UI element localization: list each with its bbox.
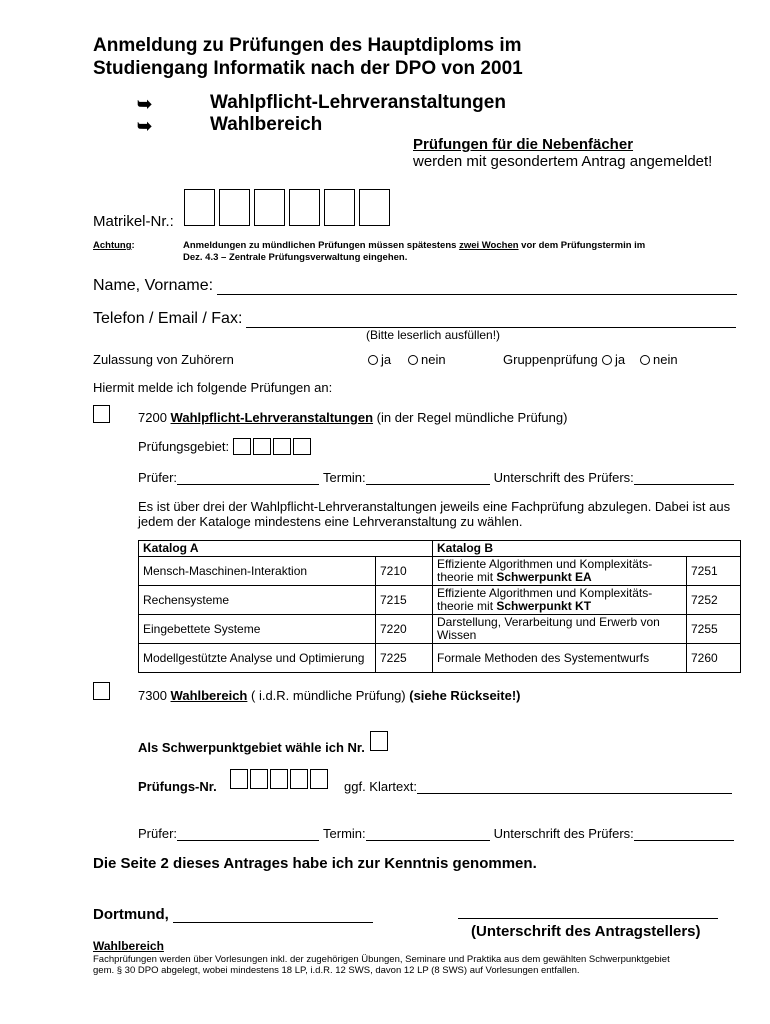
klartext-row: [344, 779, 732, 794]
wahlbereich-footer-text: Fachprüfungen werden über Vorlesungen inkl. der zugehörigen Übungen, Seminare und Praktika aus dem gewählten Schwerpunktgebiet gem. § 30 DPO abgelegt, wobei mindestens 18 LP, i.d.R. 12 SWS, davon 12 LP (8 SWS) auf Vorlesungen entfallen.: [93, 954, 670, 976]
table-row: [139, 557, 741, 586]
gebiet-digit-box[interactable]: [273, 438, 291, 455]
katalog-b-nr: 7251: [687, 557, 741, 586]
table-row: [139, 644, 741, 673]
katalog-table: [138, 540, 741, 673]
katalog-b-nr: 7252: [687, 586, 741, 615]
name-field[interactable]: [217, 281, 737, 295]
katalog-a-name: Rechensysteme: [139, 586, 376, 615]
matrikel-digit-box[interactable]: [184, 189, 215, 226]
pruefer-field[interactable]: [177, 471, 319, 485]
gruppenpruefung-label: Gruppenprüfung: [503, 352, 598, 367]
termin-field[interactable]: [366, 827, 490, 841]
katalog-a-nr: 7210: [376, 557, 433, 586]
gebiet-digit-box[interactable]: [293, 438, 311, 455]
contact-label: Telefon / Email / Fax:: [93, 310, 243, 327]
pruefungsnr-digit-box[interactable]: [290, 769, 308, 789]
section-7200-heading: 7200 Wahlpflicht-Lehrveranstaltungen (in der Regel mündliche Prüfung): [138, 410, 568, 425]
table-row: [139, 586, 741, 615]
klartext-label: ggf. Klartext:: [344, 779, 417, 794]
name-row: [93, 277, 737, 295]
signature-label: (Unterschrift des Antragstellers): [471, 923, 701, 940]
gebiet-digit-box[interactable]: [253, 438, 271, 455]
pruefungsnr-digit-box[interactable]: [230, 769, 248, 789]
pruefungsgebiet-boxes: [233, 438, 311, 455]
pruefungsnr-label: Prüfungs-Nr.: [138, 779, 217, 794]
termin-label: Termin:: [323, 826, 366, 841]
ort-label: Dortmund,: [93, 906, 169, 923]
katalog-a-name: Mensch-Maschinen-Interaktion: [139, 557, 376, 586]
pruefungsgebiet-label: Prüfungsgebiet:: [138, 439, 230, 454]
radio-icon[interactable]: [602, 355, 612, 365]
katalog-b-name: Darstellung, Verarbeitung und Erwerb von Wissen: [433, 615, 687, 644]
table-row: [139, 541, 741, 557]
table-row: [139, 615, 741, 644]
pruefungsnr-digit-box[interactable]: [310, 769, 328, 789]
pruefungsgebiet-row: [138, 438, 311, 455]
gruppen-nein-option[interactable]: nein: [640, 352, 678, 367]
pruefer-label: Prüfer:: [138, 826, 178, 841]
legible-hint: (Bitte leserlich ausfüllen!): [366, 328, 501, 342]
radio-icon[interactable]: [368, 355, 378, 365]
achtung-text: Anmeldungen zu mündlichen Prüfungen müssen spätestens zwei Wochen vor dem Prüfungstermin im Dez. 4.3 – Zentrale Prüfungsverwaltung eingehen.: [183, 240, 646, 263]
arrow-icon: ➥: [137, 94, 153, 114]
section-7300-heading: 7300 Wahlbereich ( i.d.R. mündliche Prüfung) (siehe Rückseite!): [138, 688, 521, 703]
unterschrift-pruefer-label: Unterschrift des Prüfers:: [493, 826, 634, 841]
katalog-a-name: Modellgestützte Analyse und Optimierung: [139, 644, 376, 673]
pruefer-row-7200: [138, 470, 734, 485]
pruefungsnr-digit-box[interactable]: [270, 769, 288, 789]
page-title: [93, 34, 523, 80]
matrikel-digit-box[interactable]: [359, 189, 390, 226]
katalog-b-nr: 7260: [687, 644, 741, 673]
katalog-a-header: Katalog A: [139, 541, 433, 557]
katalog-b-name: Effiziente Algorithmen und Komplexitäts- theorie mit Schwerpunkt KT: [433, 586, 687, 615]
nebenfach-title: Prüfungen für die Nebenfächer: [413, 136, 634, 153]
signature-line[interactable]: [458, 918, 718, 919]
matrikel-digit-box[interactable]: [254, 189, 285, 226]
date-field[interactable]: [173, 909, 373, 923]
katalog-b-nr: 7255: [687, 615, 741, 644]
explain-text: Es ist über drei der Wahlpflicht-Lehrveranstaltungen jeweils eine Fachprüfung abzulegen. Dabei ist aus jedem der Kataloge mindestens eine Lehrveranstaltung zu wählen.: [138, 499, 731, 529]
checkbox-7300[interactable]: [93, 682, 110, 700]
matrikel-boxes: [184, 189, 390, 226]
katalog-b-name: Formale Methoden des Systementwurfs: [433, 644, 687, 673]
zuhoerer-nein-option[interactable]: nein: [408, 352, 446, 367]
schwerpunkt-box[interactable]: [370, 731, 388, 751]
wahlbereich-footer-title: Wahlbereich: [93, 939, 164, 953]
schwerpunkt-label: Als Schwerpunktgebiet wähle ich Nr.: [138, 740, 365, 755]
pruefer-row-7300: [138, 826, 734, 841]
checkbox-7200[interactable]: [93, 405, 110, 423]
title-line-1: Anmeldung zu Prüfungen des Hauptdiploms im: [93, 35, 522, 56]
gruppen-ja-option[interactable]: ja: [602, 352, 625, 367]
nebenfach-text: werden mit gesondertem Antrag angemeldet!: [413, 153, 713, 170]
zuhoerer-label: Zulassung von Zuhörern: [93, 352, 234, 367]
arrow-icon: ➥: [137, 116, 153, 136]
intro-text: Hiermit melde ich folgende Prüfungen an:: [93, 380, 333, 395]
unterschrift-pruefer-field[interactable]: [634, 471, 734, 485]
zuhoerer-ja-option[interactable]: ja: [368, 352, 391, 367]
matrikel-digit-box[interactable]: [289, 189, 320, 226]
subtitle-wahlpflicht: Wahlpflicht-Lehrveranstaltungen: [210, 92, 506, 113]
pruefungsnr-digit-box[interactable]: [250, 769, 268, 789]
termin-label: Termin:: [323, 470, 366, 485]
pruefer-label: Prüfer:: [138, 470, 178, 485]
ort-row: [93, 906, 373, 923]
radio-icon[interactable]: [408, 355, 418, 365]
contact-row: [93, 310, 736, 328]
unterschrift-pruefer-field[interactable]: [634, 827, 734, 841]
matrikel-digit-box[interactable]: [219, 189, 250, 226]
pruefungsnr-boxes: [230, 769, 328, 789]
katalog-a-nr: 7220: [376, 615, 433, 644]
katalog-a-nr: 7225: [376, 644, 433, 673]
unterschrift-pruefer-label: Unterschrift des Prüfers:: [493, 470, 634, 485]
gebiet-digit-box[interactable]: [233, 438, 251, 455]
kenntnis-statement: Die Seite 2 dieses Antrages habe ich zur Kenntnis genommen.: [93, 855, 537, 872]
title-line-2: Studiengang Informatik nach der DPO von 2001: [93, 58, 523, 79]
termin-field[interactable]: [366, 471, 490, 485]
radio-icon[interactable]: [640, 355, 650, 365]
contact-field[interactable]: [246, 314, 736, 328]
subtitle-wahlbereich: Wahlbereich: [210, 114, 323, 135]
matrikel-digit-box[interactable]: [324, 189, 355, 226]
matrikel-label: Matrikel-Nr.:: [93, 213, 174, 230]
name-label: Name, Vorname:: [93, 277, 214, 294]
katalog-b-name: Effiziente Algorithmen und Komplexitäts- theorie mit Schwerpunkt EA: [433, 557, 687, 586]
pruefer-field[interactable]: [177, 827, 319, 841]
katalog-a-name: Eingebettete Systeme: [139, 615, 376, 644]
klartext-field[interactable]: [417, 780, 732, 794]
achtung-label: Achtung:: [93, 240, 135, 251]
katalog-a-nr: 7215: [376, 586, 433, 615]
katalog-b-header: Katalog B: [433, 541, 741, 557]
